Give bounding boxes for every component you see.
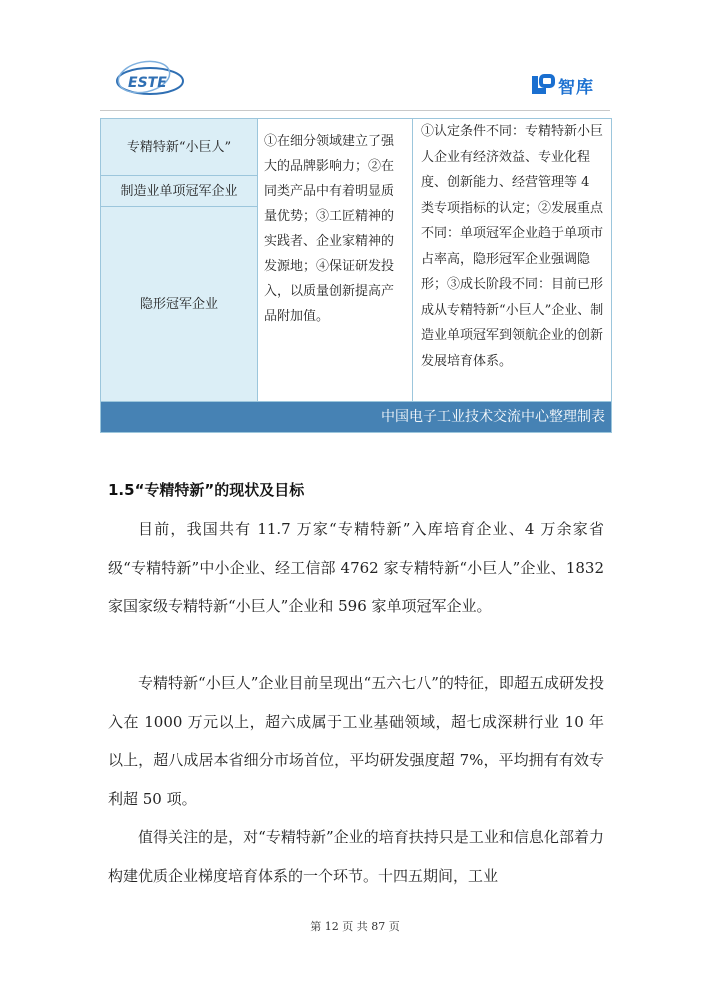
table-row	[101, 119, 612, 176]
body-paragraph: 目前，我国共有 11.7 万家“专精特新”入库培育企业、4 万余家省级“专精特新”中小企业、经工信部 4762 家专精特新“小巨人”企业、1832 家国家级专精特新“小巨人”企业和 596 家单项冠军企业。	[108, 520, 604, 615]
shared-features-cell	[258, 119, 413, 402]
zhiku-logo-text: 智库	[558, 77, 594, 98]
este-logo-text: ESTE	[128, 75, 167, 91]
row-label: 专精特新“小巨人”	[126, 139, 232, 155]
header-divider	[100, 110, 610, 111]
section-title: 1.5“专精特新”的现状及目标	[108, 481, 305, 499]
table-source-row	[101, 402, 612, 433]
comparison-table	[100, 118, 612, 433]
zhiku-logo	[531, 73, 594, 97]
shared-features-text: ①在细分领域建立了强大的品牌影响力；②在同类产品中有着明显质量优势；③工匠精神的实践者、企业家精神的发源地；④保证研发投入，以质量创新提高产品附加值。	[264, 134, 395, 324]
table-source-note: 中国电子工业技术交流中心整理制表	[101, 402, 612, 433]
row-label-cell	[101, 176, 258, 207]
differences-cell	[413, 119, 612, 402]
body-paragraph: 值得关注的是，对“专精特新”企业的培育扶持只是工业和信息化部着力构建优质企业梯度培育体系的一个环节。十四五期间，工业	[108, 828, 604, 885]
row-label-cell	[101, 207, 258, 402]
page-header	[100, 55, 610, 105]
differences-text: ①认定条件不同：专精特新小巨人企业有经济效益、专业化程度、创新能力、经营管理等 4 类专项指标的认定；②发展重点不同：单项冠军企业趋于单项市占率高，隐形冠军企业强调隐形；③成长阶段不同：目前已形成从专精特新“小巨人”企业、制造业单项冠军到领航企业的创新发展培育体系。	[421, 124, 604, 369]
row-label: 隐形冠军企业	[139, 296, 218, 312]
row-label-cell	[101, 119, 258, 176]
body-paragraph: 专精特新“小巨人”企业目前呈现出“五六七八”的特征，即超五成研发投入在 1000 万元以上，超六成属于工业基础领域，超七成深耕行业 10 年以上，超八成居本省细分市场首位，平均研发强度超 7%，平均拥有有效专利超 50 项。	[108, 674, 604, 808]
page-number: 第 12 页 共 87 页	[310, 920, 400, 933]
este-logo	[114, 59, 186, 99]
row-label: 制造业单项冠军企业	[120, 183, 238, 199]
zhiku-logo-icon	[531, 74, 555, 96]
